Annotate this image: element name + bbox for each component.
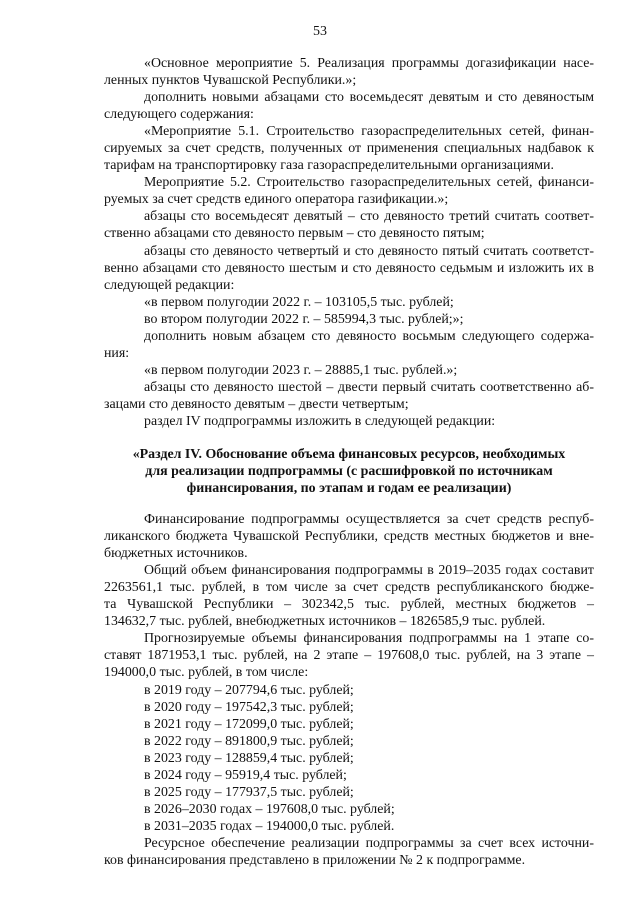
paragraph [104,362,594,379]
paragraph-line: в 2020 году – 197542,3 тыс. рублей; [144,699,354,715]
paragraph-line: ков финансирования представлено в приложении № 2 к подпрограмме. [104,852,526,868]
paragraph [104,835,594,869]
paragraph-line: бюджетных источников. [104,546,248,562]
paragraph-line: абзацы сто девяносто четвертый и сто девяносто пятый считать соответст- [144,243,594,259]
paragraph-line: в 2024 году – 95919,4 тыс. рублей; [144,767,347,783]
paragraph [104,294,594,311]
paragraphs-after-heading [104,511,594,869]
paragraph-line: та Чувашской Республики – 302342,5 тыс. рублей, местных бюджетов – [104,597,594,613]
paragraph [104,699,594,716]
paragraph [104,174,594,208]
paragraph-line: ственно абзацами сто девяносто первым – сто девяносто пятым; [104,226,485,242]
paragraph-line: дополнить новым абзацем сто девяносто восьмым следующего содержа- [144,328,594,344]
paragraph-line: 134632,7 тыс. рублей, внебюджетных источников – 1826585,9 тыс. рублей. [104,614,546,630]
paragraph-line: в 2022 году – 891800,9 тыс. рублей; [144,733,354,749]
paragraph-line: «Мероприятие 5.1. Строительство газораспределительных сетей, финан- [144,124,594,140]
heading-line: для реализации подпрограммы (с расшифровкой по источникам [145,464,553,480]
paragraph [104,511,594,562]
paragraph-line: Мероприятие 5.2. Строительство газораспределительных сетей, финанси- [144,175,594,191]
paragraph [104,630,594,681]
paragraph [104,562,594,630]
paragraph-line: во втором полугодии 2022 г. – 585994,3 тыс. рублей;»; [144,311,464,327]
paragraph [104,413,594,430]
paragraph-line: следующей редакции: [104,277,235,293]
paragraph-line: абзацы сто восемьдесят девятый – сто девяносто третий считать соответ- [144,209,594,225]
paragraph-line: в 2019 году – 207794,6 тыс. рублей; [144,682,354,698]
paragraph-line: раздел IV подпрограммы изложить в следующей редакции: [144,413,496,429]
paragraph-line: зацами сто девяносто девятым – двести четвертым; [104,396,409,412]
paragraph [104,89,594,123]
paragraph-line: Финансирование подпрограммы осуществляется за счет средств респуб- [144,512,594,528]
paragraph [104,733,594,750]
paragraph-line: в 2023 году – 128859,4 тыс. рублей; [144,750,354,766]
paragraphs-before-heading [104,55,594,430]
paragraph [104,328,594,362]
paragraph-line: руемых за счет средств единого оператора газификации.»; [104,192,449,208]
paragraph-line: в 2025 году – 177937,5 тыс. рублей; [144,784,354,800]
paragraph-line: в 2031–2035 годах – 194000,0 тыс. рублей. [144,818,395,834]
paragraph-line: венно абзацами сто девяносто шестым и сто девяносто седьмым и изложить их в [104,260,594,276]
paragraph-line: «в первом полугодии 2023 г. – 28885,1 тыс. рублей.»; [144,362,458,378]
paragraph [104,123,594,174]
section-heading [104,446,594,497]
paragraph [104,311,594,328]
paragraph [104,716,594,733]
paragraph-line: ленных пунктов Чувашской Республики.»; [104,73,357,89]
paragraph-line: 2263561,1 тыс. рублей, в том числе за счет средств республиканского бюдже- [104,580,594,596]
paragraph-line: ликанского бюджета Чувашской Республики, средств местных бюджетов и вне- [104,529,594,545]
paragraph-line: 194000,0 тыс. рублей, в том числе: [104,665,309,681]
paragraph-line: «в первом полугодии 2022 г. – 103105,5 тыс. рублей; [144,294,454,310]
paragraph [104,818,594,835]
paragraph-line: сируемых за счет средств, полученных от применения специальных надбавок к [104,141,594,157]
document-body [104,55,594,869]
paragraph [104,379,594,413]
paragraph-line: дополнить новыми абзацами сто восемьдесят девятым и сто девяностым [144,90,594,106]
paragraph [104,750,594,767]
paragraph-line: «Основное мероприятие 5. Реализация программы догазификации насе- [144,56,594,71]
page-number: 53 [313,24,327,39]
paragraph-line: ставят 1871953,1 тыс. рублей, на 2 этапе – 197608,0 тыс. рублей, на 3 этапе – [104,648,594,664]
paragraph-line: ния: [104,345,130,361]
paragraph [104,801,594,818]
heading-line: финансирования, по этапам и годам ее реализации) [186,481,512,497]
paragraph-line: Ресурсное обеспечение реализации подпрограммы за счет всех источни- [144,835,594,851]
heading-line: «Раздел IV. Обоснование объема финансовых ресурсов, необходимых [132,447,566,463]
paragraph-line: Общий объем финансирования подпрограммы в 2019–2035 годах составит [144,563,594,579]
paragraph-line: следующего содержания: [104,107,254,123]
paragraph-line: абзацы сто девяносто шестой – двести первый считать соответственно аб- [144,379,594,395]
paragraph [104,243,594,294]
paragraph [104,784,594,801]
paragraph-line: тарифам на транспортировку газа газораспределительными организациями. [104,158,554,174]
paragraph [104,767,594,784]
paragraph-line: Прогнозируемые объемы финансирования подпрограммы на 1 этапе со- [144,631,594,647]
paragraph [104,55,594,89]
paragraph [104,682,594,699]
paragraph-line: в 2021 году – 172099,0 тыс. рублей; [144,716,354,732]
paragraph-line: в 2026–2030 годах – 197608,0 тыс. рублей; [144,801,395,817]
paragraph [104,208,594,242]
